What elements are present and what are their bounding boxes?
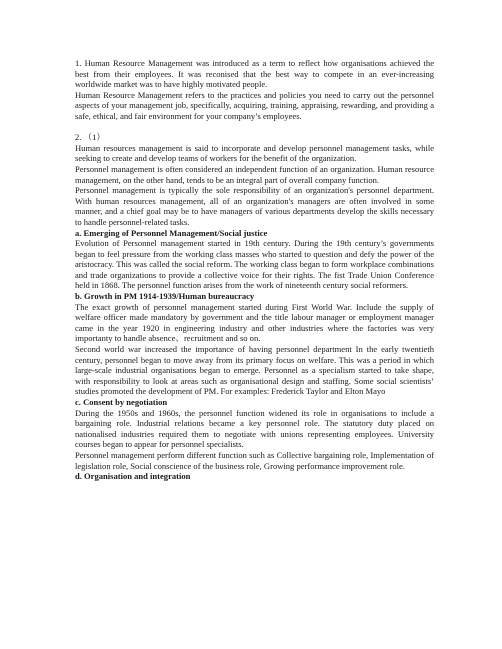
q1-paragraph-2: Human Resource Management refers to the practices and policies you need to carry out the personnel aspects of your management job, specifically, acquiring, training, appraising, rewarding, and providing a safe, ethical, and fair environment for your company’s employees. (75, 89, 434, 121)
section-a-heading: a. Emerging of Personnel Management/Social justice (75, 227, 268, 238)
q2-label: 2. （1） (75, 132, 105, 143)
q1-paragraph-1: 1. Human Resource Management was introduced as a term to reflect how organisations achieved the best from their employees. It was reconised that the best way to compete in an ever-increasing worldwide market was to have highly motivated people. (75, 58, 434, 90)
section-c-heading: c. Consent by negotiation (75, 397, 168, 407)
section-b-heading: b. Growth in PM 1914-1939/Human bureaucracy (75, 291, 255, 302)
section-b-paragraph-2: Second world war increased the importance of having personnel department In the early twentieth century, personnel began to move away from its primary focus on welfare. This was a period in which large-scale industrial organisations began to emerge. Personnel as a specialism started to take shape, with responsibility to look at areas such as organisational design and staffing. Some social scientists’ studies promoted the development of PM. For examples: Frederick Taylor and Elton Mayo (75, 344, 434, 397)
section-a-paragraph-1: Evolution of Personnel management started in 19th century. During the 19th century’s governments began to feel pressure from the working class masses who started to question and defy the power of the aristocracy. This was called the social reform. The working class began to form workplace combinations and trade organizations to provide a collective voice for their rights. The fist Trade Union Conference held in 1868. The personnel function arises from the work of nineteenth century social reformers. (75, 238, 434, 291)
section-c-paragraph-1: During the 1950s and 1960s, the personnel function widened its role in organisations to include a bargaining role. Industrial relations became a key personnel role. The statutory duty placed on nationalised industries required them to negotiate with unions representing employees. University courses began to appear for personnel specialists. (75, 407, 434, 450)
section-d-heading: d. Organisation and integration (75, 471, 191, 482)
q2-paragraph-2: Personnel management is often considered an independent function of an organization. Human resource management, on the other hand, tends to be an integral part of overall company function. (75, 163, 434, 185)
section-c-paragraph-2: Personnel management perform different function such as Collective bargaining role, Implementation of legislation role, Social conscience of the business role, Growing performance improvement role. (75, 449, 434, 471)
q2-paragraph-3: Personnel management is typically the sole responsibility of an organization's personnel department. With human resources management, all of an organization's managers are often involved in some manner, and a chief goal may be to have managers of various departments develop the skills necessary to handle personnel-related tasks. (75, 185, 434, 227)
section-b-paragraph-1: The exact growth of personnel management started during First World War. Include the supply of welfare officer made mandatory by government and the title labour manager or employment manager came in the year 1920 in engineering industry and other industries where the factories was very importanty to handle absence、recruitment and so on. (75, 301, 434, 344)
blank-line (75, 122, 434, 133)
q2-paragraph-1: Human resources management is said to incorporate and develop personnel management tasks, while seeking to create and develop teams of workers for the benefit of the organization. (75, 142, 434, 164)
